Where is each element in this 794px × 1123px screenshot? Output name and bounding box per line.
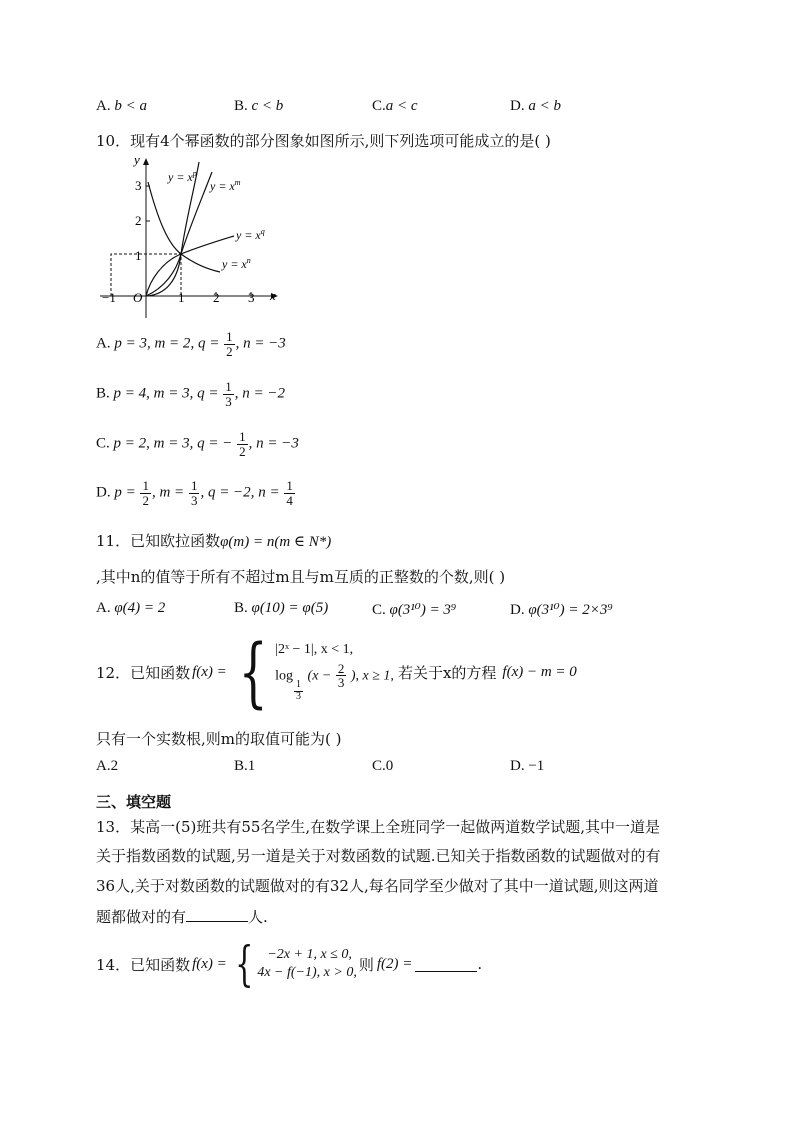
- q14-piecewise: { −2x + 1, x ≤ 0, 4x − f(−1), x > 0,: [234, 936, 357, 992]
- q13-line3: 36人,关于对数函数的试题做对的有32人,每名同学至少做对了其中一道试题,则这两道: [96, 877, 659, 895]
- q9-option-a: A. b < a: [96, 98, 147, 114]
- x-tick-neg1: −1: [102, 290, 116, 305]
- label-curve-p: $y = x^p$: [168, 169, 197, 184]
- q10-option-a: A. p = 3, m = 2, q = $\frac{1}{2}$ , n = −3: [96, 329, 286, 359]
- q10-option-d: D. p = $\frac{1}{2}$ , m = $\frac{1}{3}$ , q = −2, n = $\frac{1}{4}$: [96, 478, 293, 508]
- q10-stem: 10．现有4个幂函数的部分图象如图所示,则下列选项可能成立的是( ): [96, 132, 551, 150]
- q12-option-d: D. −1: [510, 758, 545, 774]
- curve-q: [146, 236, 234, 296]
- label-curve-q: $y = x^q$: [236, 227, 265, 242]
- q14-case1: −2x + 1, x ≤ 0,: [267, 947, 352, 962]
- q10-option-b: B. p = 4, m = 3, q = $\frac{1}{3}$ , n = −2: [96, 379, 285, 409]
- q14-case2: 4x − f(−1), x > 0,: [257, 965, 357, 980]
- label-curve-n: $y = x^n$: [222, 256, 251, 271]
- curve-m: [146, 172, 212, 296]
- q12-option-b: B.1: [234, 758, 256, 774]
- origin-label: O: [133, 290, 143, 305]
- x-tick-1: 1: [178, 290, 185, 305]
- q13-line4: 题都做对的有 人.: [96, 908, 268, 926]
- q14-answer-blank[interactable]: [415, 957, 477, 972]
- q12-case1: |2ˣ − 1|, x < 1,: [275, 641, 354, 657]
- q11-option-a: A. φ(4) = 2: [96, 600, 166, 616]
- q10-option-c: C. p = 2, m = 3, q = − $\frac{1}{2}$ , n = −3: [96, 429, 299, 459]
- q9-option-d: D. a < b: [510, 98, 561, 114]
- q12-piecewise: { |2ˣ − 1|, x < 1, log $\frac{1}{3}$ (x − $\frac{2}{3}$ ), x ≥ 1,: [238, 627, 394, 716]
- x-tick-2: 2: [213, 290, 220, 305]
- q11-option-d: D. φ(3¹⁰) = 2×3⁹: [510, 602, 613, 618]
- q11-option-c: C. φ(3¹⁰) = 3⁹: [372, 602, 457, 618]
- section-heading-fill-in: 三、填空题: [96, 793, 172, 811]
- x-axis-label: x: [270, 288, 276, 303]
- curve-n: [148, 182, 220, 272]
- q12-stem-line1: 12． 已知函数 f(x) = { |2ˣ − 1|, x < 1, log $\frac{1}{3}$ (x − $\frac{2}{3}$ ), x ≥ 1, 若关于x的方程 f(x) − m = 0: [96, 627, 577, 716]
- y-tick-3: 3: [135, 178, 142, 193]
- x-tick-3: 3: [248, 290, 255, 305]
- q13-line2: 关于指数函数的试题,另一道是关于对数函数的试题.已知关于指数函数的试题做对的有: [96, 847, 661, 865]
- q11-stem-line1: 11．已知欧拉函数φ(m) = n(m ∈ N*): [96, 532, 332, 550]
- y-tick-1: 1: [135, 248, 142, 263]
- q11-option-b: B. φ(10) = φ(5): [234, 600, 329, 616]
- y-axis-arrow: [143, 158, 149, 165]
- q9-option-c: C.a < c: [372, 98, 418, 114]
- label-curve-m: $y = x^m$: [210, 178, 241, 193]
- q13-line1: 13．某高一(5)班共有55名学生,在数学课上全班同学一起做两道数学试题,其中一道是: [96, 818, 660, 836]
- q13-answer-blank[interactable]: [186, 907, 248, 922]
- y-axis-label: y: [134, 152, 140, 167]
- q12-option-a: A.2: [96, 758, 119, 774]
- q10-graph: [96, 150, 296, 320]
- q12-stem-line2: 只有一个实数根,则m的取值可能为( ): [96, 730, 342, 748]
- q11-stem-line2: ,其中n的值等于所有不超过m且与m互质的正整数的个数,则( ): [96, 568, 506, 586]
- q9-option-b: B. c < b: [234, 98, 284, 114]
- q12-option-c: C.0: [372, 758, 394, 774]
- q14-stem: 14． 已知函数 f(x) = { −2x + 1, x ≤ 0, 4x − f(−1), x > 0, 则 f(2) = .: [96, 936, 483, 992]
- y-tick-2: 2: [135, 213, 142, 228]
- q12-case2: log $\frac{1}{3}$ (x − $\frac{2}{3}$ ), x ≥ 1,: [275, 660, 394, 702]
